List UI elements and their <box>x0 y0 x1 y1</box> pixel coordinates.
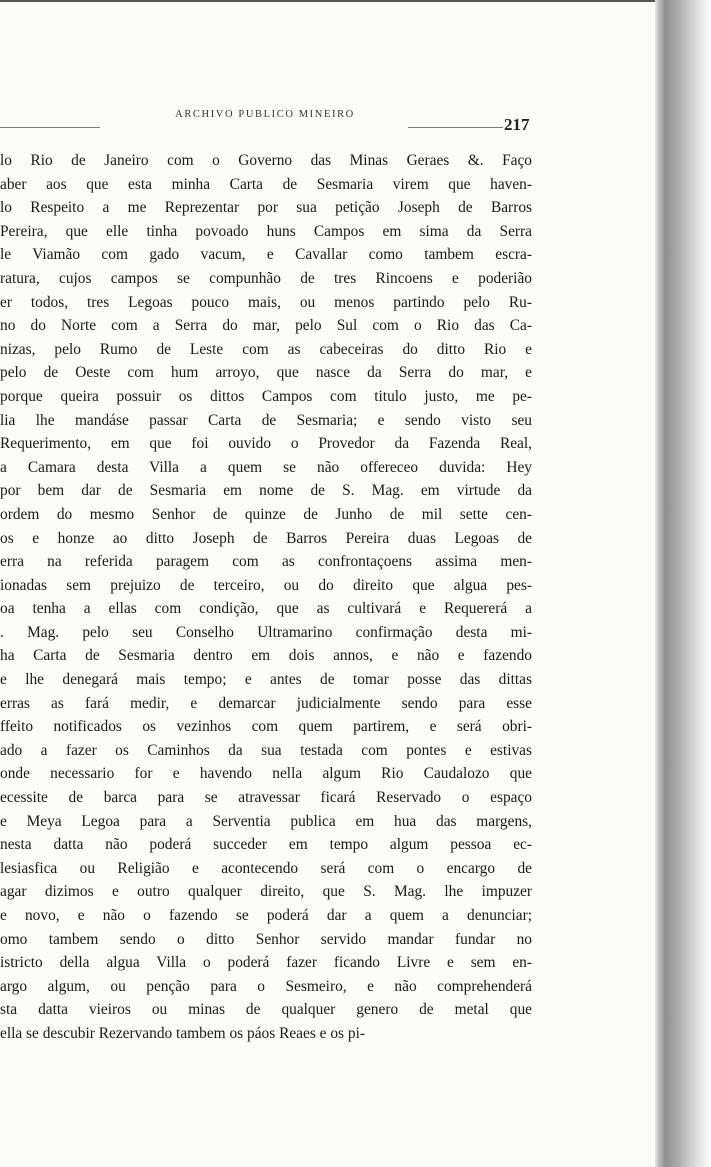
header-rule-right <box>408 127 503 128</box>
text-line: Pereira, que elle tinha povoado huns Campos em sima da Serra <box>0 222 532 240</box>
text-line: erra na referida paragem com as confrontaçoens assima men- <box>0 553 532 571</box>
page-number: 217 <box>504 115 530 134</box>
running-title: ARCHIVO PUBLICO MINEIRO <box>175 109 355 120</box>
text-line: ha Carta de Sesmaria dentro em dois annos, e não e fazendo <box>0 647 532 665</box>
top-edge-rule <box>0 0 655 2</box>
text-line: ratura, cujos campos se compunhão de tres Rincoens e poderião <box>0 269 532 287</box>
text-line: lesiasfica ou Religião e acontecendo será com o encargo de <box>0 859 532 877</box>
text-line: os e honze ao ditto Joseph de Barros Pereira duas Legoas de <box>0 529 532 547</box>
text-line: argo algum, ou penção para o Sesmeiro, e não comprehenderá <box>0 977 532 995</box>
text-line: no do Norte com a Serra do mar, pelo Sul com o Rio das Ca- <box>0 317 532 335</box>
text-line: aber aos que esta minha Carta de Sesmaria virem que haven- <box>0 175 532 193</box>
book-binding-edge <box>655 0 711 1167</box>
text-line: lia lhe mandáse passar Carta de Sesmaria; e sendo visto seu <box>0 411 532 429</box>
text-line: ffeito notificados os vezinhos com quem partirem, e será obri- <box>0 718 532 736</box>
text-line: ionadas sem prejuizo de terceiro, ou do direito que algua pes- <box>0 576 532 594</box>
text-line: istricto della algua Villa o poderá fazer ficando Livre e sem en- <box>0 954 532 972</box>
text-line: e lhe denegará mais tempo; e antes de tomar posse das dittas <box>0 671 532 689</box>
text-line: a Camara desta Villa a quem se não offereceo duvida: Hey <box>0 458 532 476</box>
header-rule-left <box>0 127 100 128</box>
text-line: lo Rio de Janeiro com o Governo das Minas Geraes &. Faço <box>0 152 532 169</box>
text-line: e Meya Legoa para a Serventia publica em hua das margens, <box>0 812 532 830</box>
text-line: Requerimento, em que foi ouvido o Provedor da Fazenda Real, <box>0 435 532 453</box>
text-line: er todos, tres Legoas pouco mais, ou menos partindo pelo Ru- <box>0 293 532 311</box>
text-line: . Mag. pelo seu Conselho Ultramarino confirmação desta mi- <box>0 623 532 641</box>
text-line: lo Respeito a me Reprezentar por sua petição Joseph de Barros <box>0 199 532 217</box>
text-line: ado a fazer os Caminhos da sua testada com pontes e estivas <box>0 741 532 759</box>
text-line: sta datta vieiros ou minas de qualquer genero de metal que <box>0 1001 532 1019</box>
text-line: onde necessario for e havendo nella algum Rio Caudalozo que <box>0 765 532 783</box>
text-line: agar dizimos e outro qualquer direito, que S. Mag. lhe impuzer <box>0 883 532 901</box>
text-line: oa tenha a ellas com condição, que as cultivará e Requererá a <box>0 600 532 618</box>
text-line: por bem dar de Sesmaria em nome de S. Mag. em virtude da <box>0 482 532 500</box>
text-line: ella se descubir Rezervando tambem os páos Reaes e os pi- <box>0 1024 365 1042</box>
text-line: le Viamão com gado vacum, e Cavallar como tambem escra- <box>0 246 532 264</box>
text-line: ordem do mesmo Senhor de quinze de Junho de mil sette cen- <box>0 505 532 523</box>
text-line: porque queira possuir os dittos Campos com titulo justo, me pe- <box>0 387 532 405</box>
text-line: nizas, pelo Rumo de Leste com as cabeceiras do ditto Rio e <box>0 340 532 358</box>
body-text <box>0 149 532 1046</box>
text-line: ecessite de barca para se atravessar ficará Reservado o espaço <box>0 789 532 807</box>
text-line: erras as fará medir, e demarcar judicialmente sendo para esse <box>0 694 532 712</box>
text-line: omo tambem sendo o ditto Senhor servido mandar fundar no <box>0 930 532 948</box>
text-line: e novo, e não o fazendo se poderá dar a quem a denunciar; <box>0 907 532 924</box>
text-line: nesta datta não poderá succeder em tempo algum pessoa ec- <box>0 836 532 854</box>
text-line: pelo de Oeste com hum arroyo, que nasce da Serra do mar, e <box>0 364 532 382</box>
